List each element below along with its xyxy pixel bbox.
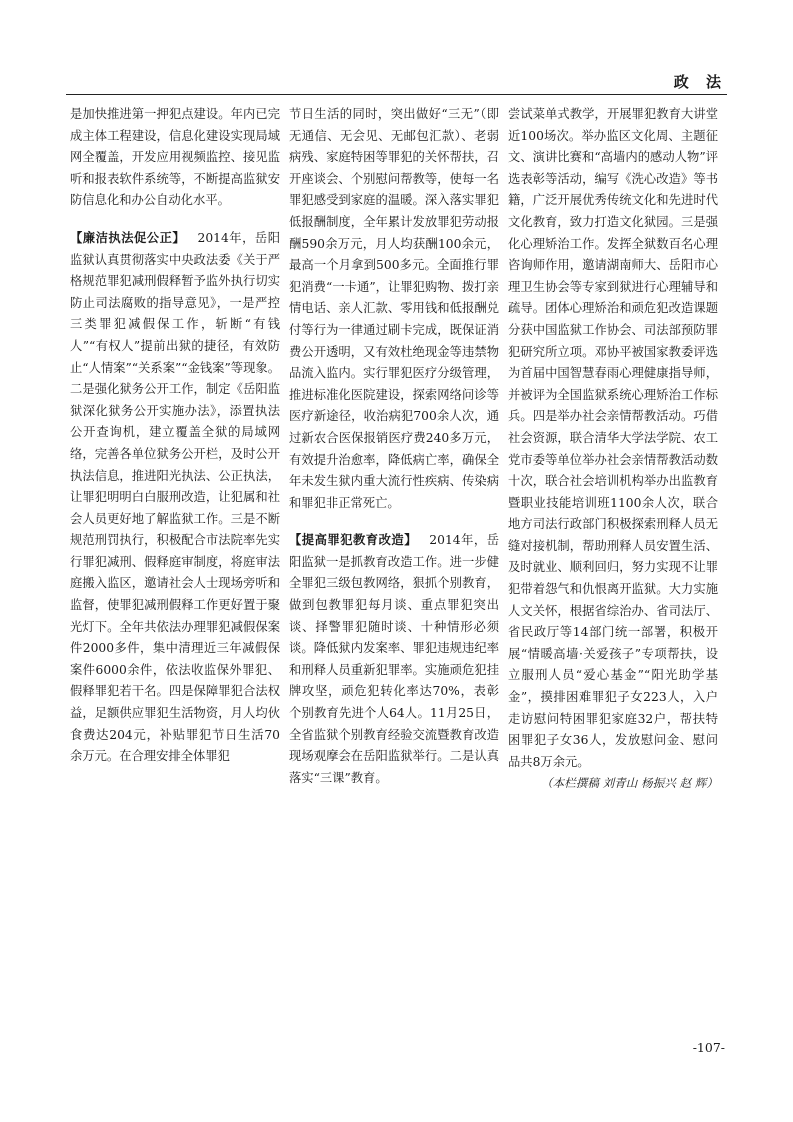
column-2: [289, 104, 499, 795]
author-credit: （本栏撰稿 刘青山 杨振兴 赵 辉）: [540, 776, 718, 791]
section-title: 【廉洁执法促公正】: [70, 230, 186, 245]
section-body: 2014年，岳阳监狱一是抓教育改造工作。进一步健全罪犯三级包教网络，狠抓个别教育，做到包教罪犯每月谈、重点罪犯突出谈、择警罪犯随时谈、十种情形必须谈。降低狱内发案率、罪犯违规违纪率和刑释人员重新犯罪率。实施顽危犯挂牌攻坚，顽危犯转化率达70%，表彰个别教育先进个人64人。11月25日，全省监狱个别教育经验交流暨教育改造现场观摩会在岳阳监狱举行。二是认真落实“三课”教育。: [289, 533, 499, 785]
paragraph: 尝试菜单式教学，开展罪犯教育大讲堂近100场次。举办监区文化周、主题征文、演讲比赛和“高墙内的感动人物”评选表彰等活动，编写《洗心改造》等书籍，广泛开展优秀传统文化和先进时代文化教育，致力打造文化狱园。三是强化心理矫治工作。发挥全狱数百名心理咨询师作用，邀请湖南师大、岳阳市心理卫生协会等专家到狱进行心理辅导和疏导。团体心理矫治和顽危犯改造课题分获中国监狱工作协会、司法部预防罪犯研究所立项。邓协平被国家教委评选为首届中国智慧春雨心理健康指导师，并被评为全国监狱系统心理矫治工作标兵。四是举办社会亲情帮教活动。巧借社会资源，联合清华大学法学院、农工党市委等单位举办社会亲情帮教活动数十次，联合社会培训机构举办出监教育暨职业技能培训班1100余人次，联合地方司法行政部门积极探索刑释人员无缝对接机制，帮助刑释人员安置生活、及时就业、顺利回归，努力实现不让罪犯带着怨气和仇恨离开监狱。大力实施人文关怀，根据省综治办、省司法厅、省民政厅等14部门统一部署，积极开展“情暖高墙·关爱孩子”专项帮扶，设立服刑人员“爱心基金”“阳光助学基金”，摸排困难罪犯子女223人，入户走访慰问特困罪犯家庭32户，帮扶特困罪犯子女36人，发放慰问金、慰问品共8万余元。: [508, 107, 718, 769]
page-number: -107-: [692, 1040, 725, 1055]
paragraph: 节日生活的同时，突出做好“三无”（即无通信、无会见、无邮包汇款）、老弱病残、家庭特困等罪犯的关怀帮扶，召开座谈会、个别慰问帮教等，使每一名罪犯感受到家庭的温暖。深入落实罪犯低报酬制度，全年累计发放罪犯劳动报酬590余万元，月人均获酬100余元，最高一个月拿到500多元。全面推行罪犯消费“一卡通”，让罪犯购物、拨打亲情电话、亲人汇款、零用钱和低报酬兑付等行为一律通过刷卡完成，既保证消费公开透明，又有效杜绝现金等违禁物品流入监内。实行罪犯医疗分级管理，推进标准化医院建设，探索网络问诊等医疗新途径，收治病犯700余人次，通过新农合医保报销医疗费240多万元，有效提升治愈率，降低病亡率，确保全年未发生狱内重大流行性疾病、传染病和罪犯非正常死亡。: [289, 107, 499, 510]
header-divider: [66, 94, 727, 95]
section-header: 政 法: [673, 73, 727, 91]
section-paragraph: [289, 530, 499, 789]
article-columns: [70, 104, 718, 795]
paragraph: 是加快推进第一押犯点建设。年内已完成主体工程建设，信息化建设实现局域网全覆盖，开发应用视频监控、接见监听和报表软件系统等，不断提高监狱安防信息化和办公自动化水平。: [70, 107, 280, 208]
section-body: 2014年，岳阳监狱认真贯彻落实中央政法委《关于严格规范罪犯减刑假释暂予监外执行切实防止司法腐败的指导意见》，一是严控三类罪犯减假保工作，斩断“有钱人”“有权人”提前出狱的捷径，有效防止“人情案”“关系案”“金钱案”等现象。二是强化狱务公开工作，制定《岳阳监狱深化狱务公开实施办法》，添置执法公开查询机，建立覆盖全狱的局域网络，完善各单位狱务公开栏，及时公开执法信息，推进阳光执法、公正执法，让罪犯明明白白服刑改造，让犯属和社会人员更好地了解监狱工作。三是不断规范刑罚执行，积极配合市法院率先实行罪犯减刑、假释庭审制度，将庭审法庭搬入监区，邀请社会人士现场旁听和监督，使罪犯减刑假释工作更好置于聚光灯下。全年共依法办理罪犯减假保案件2000多件，集中清理近三年减假保案件6000余件，依法收监保外罪犯、假释罪犯若干名。四是保障罪犯合法权益，足额供应罪犯生活物资，月人均伙食费达204元，补贴罪犯节日生活70余万元。在合理安排全体罪犯: [70, 230, 280, 764]
section-title: 【提高罪犯教育改造】: [289, 533, 417, 548]
section-paragraph: [70, 228, 280, 768]
column-3: [508, 104, 718, 795]
column-1: [70, 104, 280, 795]
